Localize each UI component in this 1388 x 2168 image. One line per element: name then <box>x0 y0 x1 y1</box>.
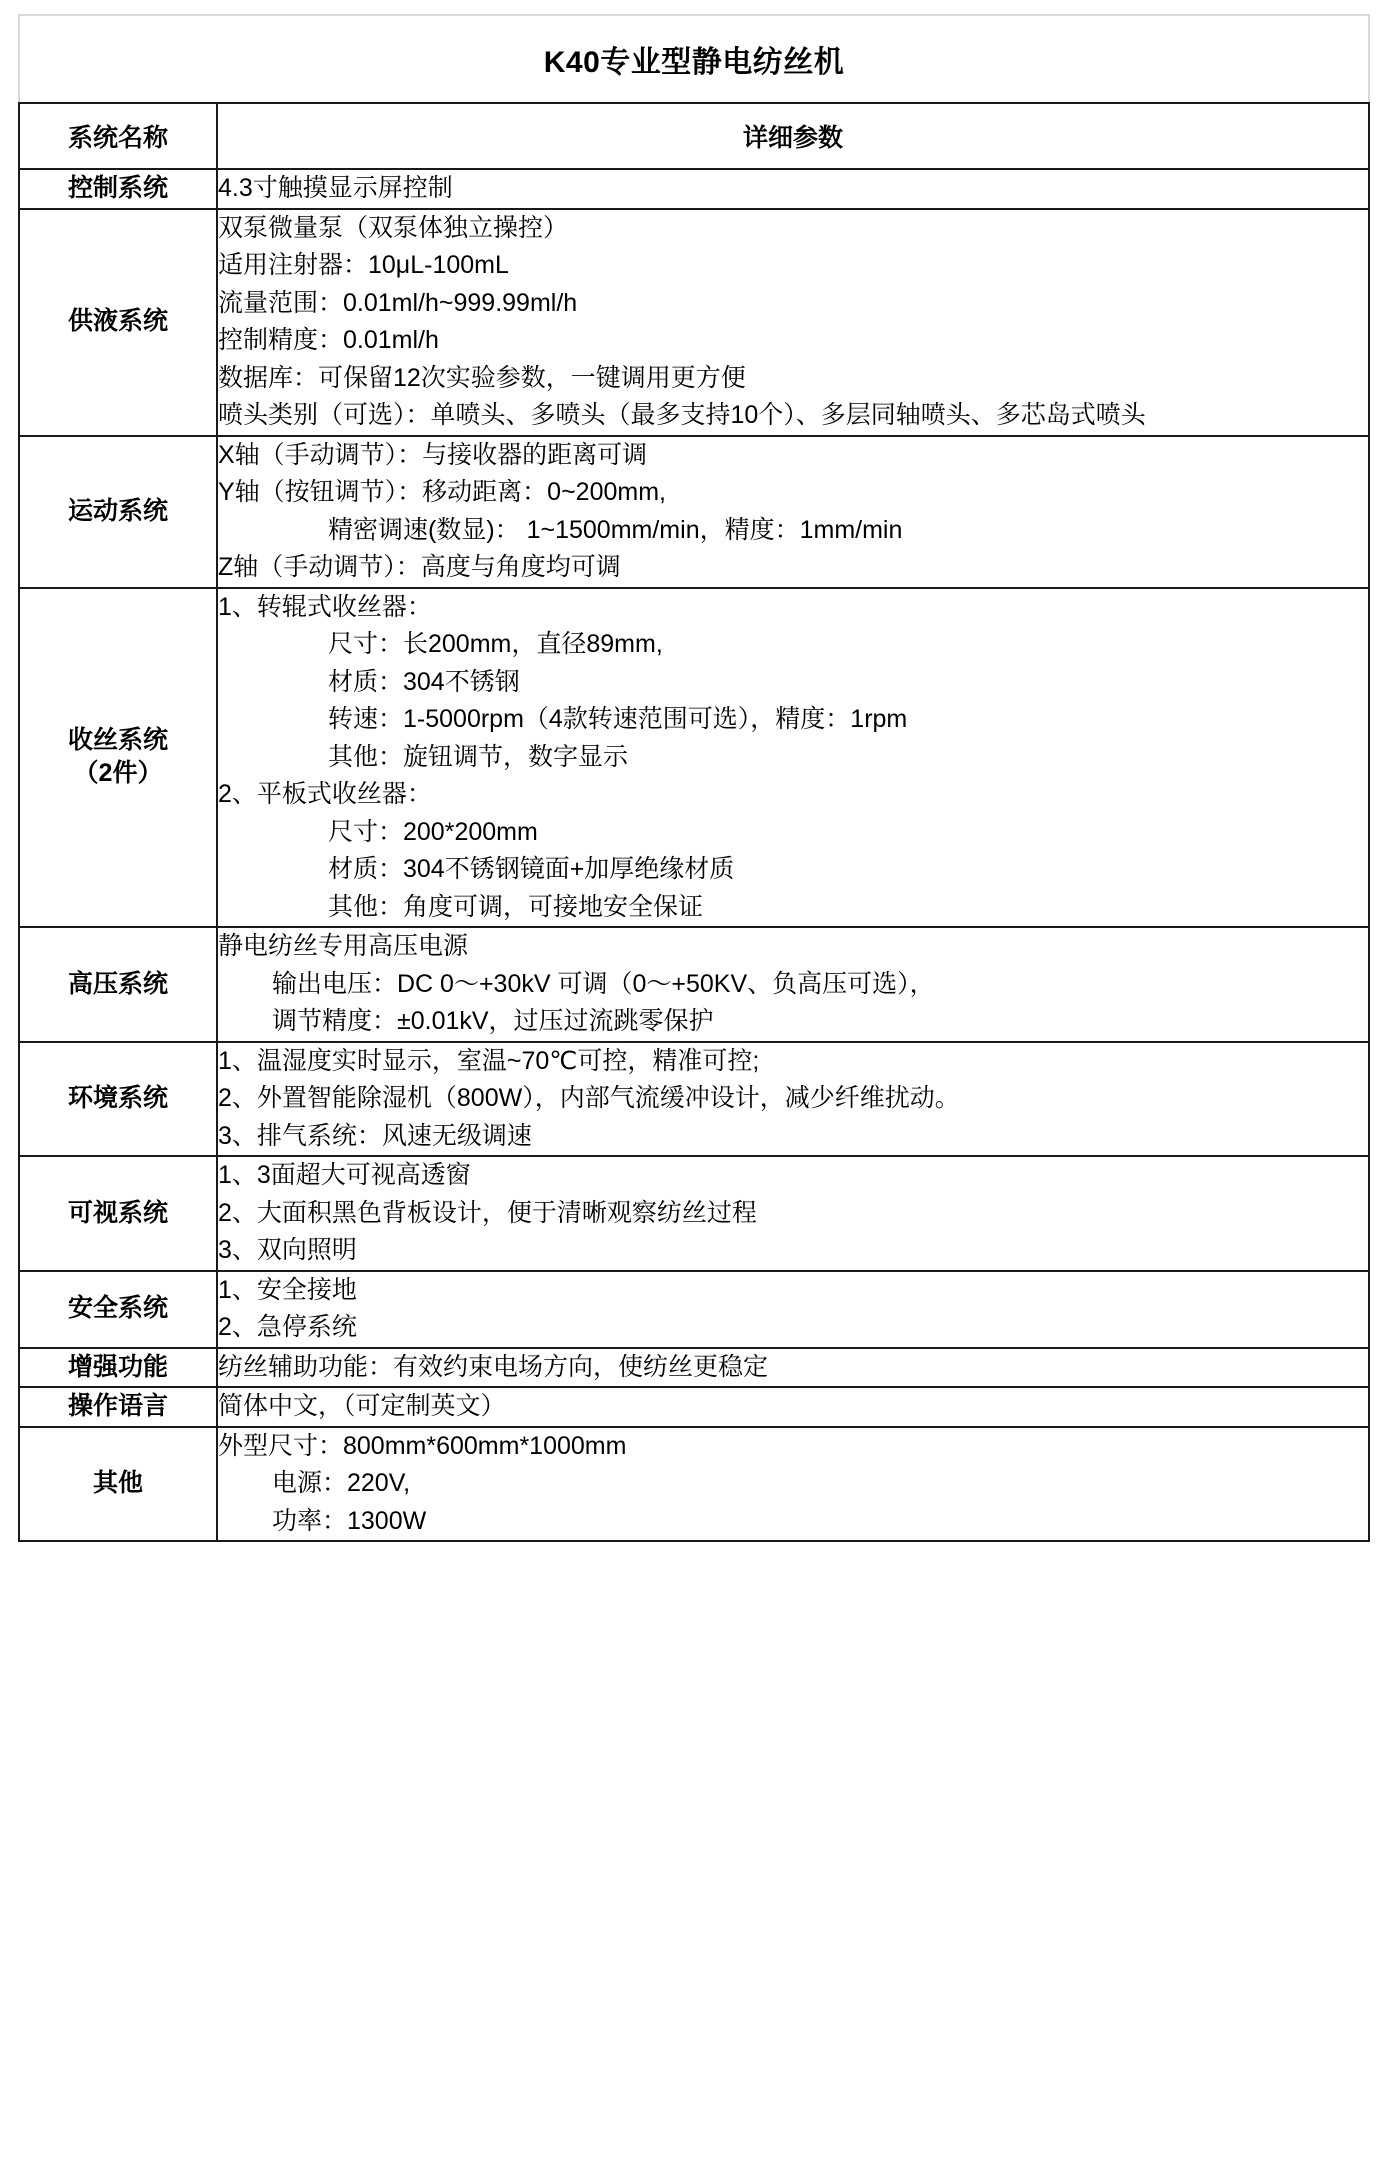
system-name-cell: 收丝系统 （2件） <box>19 588 217 928</box>
table-row <box>19 436 1369 588</box>
parameter-detail-cell <box>217 169 1369 209</box>
parameter-line: 外型尺寸：800mm*600mm*1000mm <box>218 1431 627 1460</box>
table-row <box>19 588 1369 928</box>
parameter-line: 4.3寸触摸显示屏控制 <box>218 174 453 202</box>
parameter-detail-cell <box>217 1427 1369 1542</box>
table-body <box>19 15 1369 1541</box>
parameter-line: 控制精度：0.01ml/h <box>218 326 439 354</box>
parameter-line: 3、排气系统：风速无级调速 <box>218 1121 532 1150</box>
system-name-cell: 增强功能 <box>19 1348 217 1388</box>
parameter-line: 其他：旋钮调节，数字显示 <box>328 742 629 771</box>
header-row <box>19 103 1369 169</box>
parameter-line: 2、急停系统 <box>218 1313 357 1341</box>
parameter-line: 其他：角度可调，可接地安全保证 <box>328 892 704 921</box>
parameter-detail-cell <box>217 209 1369 436</box>
parameter-line: 功率：1300W <box>272 1506 427 1535</box>
table-row <box>19 1042 1369 1157</box>
parameter-line: 调节精度：±0.01kV，过压过流跳零保护 <box>272 1007 714 1035</box>
parameter-detail-cell <box>217 927 1369 1042</box>
column-header-params: 详细参数 <box>217 103 1369 169</box>
parameter-line: 2、平板式收丝器： <box>218 780 432 808</box>
parameter-line: 适用注射器：10μL-100mL <box>218 251 509 279</box>
system-name-cell: 环境系统 <box>19 1042 217 1157</box>
parameter-detail-cell <box>217 1042 1369 1157</box>
parameter-line: Z轴（手动调节）：高度与角度均可调 <box>218 553 621 581</box>
parameter-line: 双泵微量泵（双泵体独立操控） <box>218 213 569 242</box>
title-row <box>19 15 1369 103</box>
system-name-cell: 可视系统 <box>19 1156 217 1271</box>
parameter-line: 喷头类别（可选）：单喷头、多喷头（最多支持10个）、多层同轴喷头、多芯岛式喷头 <box>218 401 1146 429</box>
parameter-line: 尺寸：长200mm，直径89mm, <box>328 630 663 658</box>
parameter-line: 材质：304不锈钢镜面+加厚绝缘材质 <box>328 855 735 883</box>
parameter-detail-cell <box>217 436 1369 588</box>
parameter-detail-cell <box>217 1156 1369 1271</box>
page-title: K40专业型静电纺丝机 <box>19 15 1369 103</box>
system-name-cell: 其他 <box>19 1427 217 1542</box>
parameter-line: Y轴（按钮调节）：移动距离：0~200mm, <box>218 478 666 506</box>
parameter-line: X轴（手动调节）：与接收器的距离可调 <box>218 440 648 469</box>
table-row <box>19 1156 1369 1271</box>
table-row <box>19 169 1369 209</box>
parameter-line: 输出电压：DC 0～+30kV 可调（0～+50KV、负高压可选）， <box>272 969 935 998</box>
specification-table <box>18 14 1370 1542</box>
system-name-cell: 运动系统 <box>19 436 217 588</box>
parameter-line: 纺丝辅助功能：有效约束电场方向，使纺丝更稳定 <box>218 1352 769 1381</box>
table-row <box>19 1387 1369 1427</box>
table-row <box>19 927 1369 1042</box>
parameter-line: 电源：220V, <box>272 1469 411 1497</box>
parameter-line: 材质：304不锈钢 <box>328 667 520 696</box>
parameter-line: 简体中文，（可定制英文） <box>218 1392 506 1420</box>
parameter-line: 精密调速(数显)： 1~1500mm/min，精度：1mm/min <box>328 515 903 544</box>
parameter-line: 静电纺丝专用高压电源 <box>218 932 469 960</box>
parameter-detail-cell <box>217 588 1369 928</box>
system-name-cell: 供液系统 <box>19 209 217 436</box>
parameter-line: 1、安全接地 <box>218 1275 357 1304</box>
table-row <box>19 209 1369 436</box>
system-name-cell: 操作语言 <box>19 1387 217 1427</box>
parameter-detail-cell <box>217 1348 1369 1388</box>
parameter-line: 2、大面积黑色背板设计，便于清晰观察纺丝过程 <box>218 1198 757 1227</box>
system-name-cell: 安全系统 <box>19 1271 217 1348</box>
parameter-line: 尺寸：200*200mm <box>328 817 538 846</box>
parameter-line: 流量范围：0.01ml/h~999.99ml/h <box>218 288 578 317</box>
parameter-detail-cell <box>217 1387 1369 1427</box>
parameter-line: 1、温湿度实时显示，室温~70℃可控，精准可控; <box>218 1046 760 1075</box>
parameter-line: 2、外置智能除湿机（800W），内部气流缓冲设计，减少纤维扰动。 <box>218 1084 960 1112</box>
system-name-cell: 高压系统 <box>19 927 217 1042</box>
parameter-line: 3、双向照明 <box>218 1236 357 1264</box>
table-row <box>19 1427 1369 1542</box>
parameter-line: 1、转辊式收丝器： <box>218 592 432 621</box>
table-row <box>19 1348 1369 1388</box>
parameter-line: 数据库：可保留12次实验参数，一键调用更方便 <box>218 363 746 392</box>
parameter-detail-cell <box>217 1271 1369 1348</box>
parameter-line: 转速：1-5000rpm（4款转速范围可选），精度：1rpm <box>328 705 908 733</box>
parameter-line: 1、3面超大可视高透窗 <box>218 1161 471 1189</box>
column-header-system: 系统名称 <box>19 103 217 169</box>
system-name-cell: 控制系统 <box>19 169 217 209</box>
table-row <box>19 1271 1369 1348</box>
